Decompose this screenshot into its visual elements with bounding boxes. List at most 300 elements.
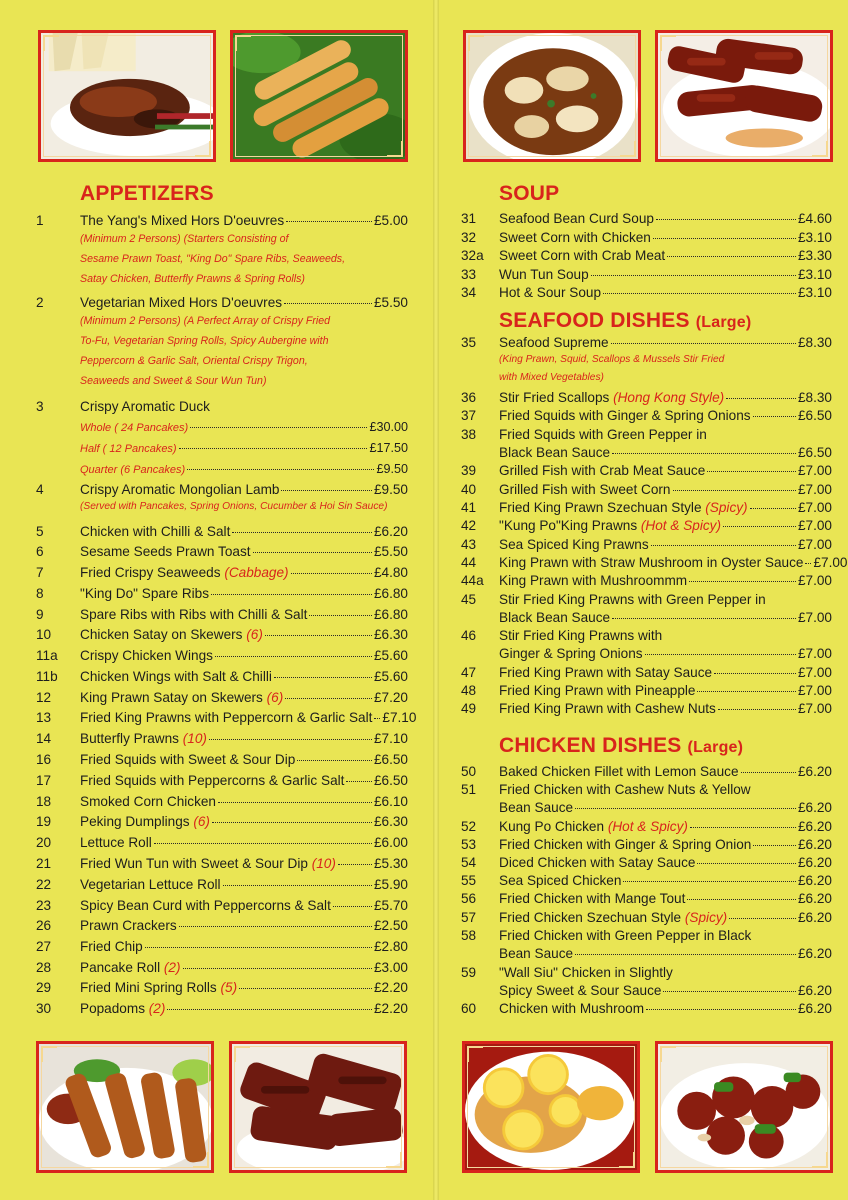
appetizers-title: APPETIZERS	[80, 182, 214, 205]
leader-dots	[753, 416, 796, 417]
item-row	[499, 335, 832, 351]
item-row	[80, 482, 408, 498]
item-number: 49	[461, 701, 477, 716]
leader-dots	[653, 238, 796, 239]
item-note: Seaweeds and Sweet & Sour Wun Tun)	[80, 375, 267, 387]
item-tag: (10)	[311, 856, 336, 871]
item-price: £6.20	[797, 855, 832, 870]
item-price: £3.30	[797, 248, 832, 263]
item-price: £7.00	[813, 555, 848, 570]
item-name: Fried Squids with Peppercorns & Garlic Salt	[80, 773, 345, 788]
item-row	[499, 518, 832, 534]
leader-dots	[265, 635, 372, 636]
item-body	[80, 939, 408, 955]
item-name: Bean Sauce	[499, 946, 574, 961]
item-price: £7.10	[373, 731, 408, 746]
item-name: "King Do" Spare Ribs	[80, 586, 210, 601]
item-number: 55	[461, 873, 477, 888]
item-row	[499, 873, 832, 889]
item-row	[80, 440, 408, 457]
item-number: 26	[36, 918, 52, 933]
item-body	[80, 773, 408, 789]
item-price: £3.10	[797, 267, 832, 282]
item-name: Fried Mini Spring Rolls (5)	[80, 980, 238, 995]
item-body	[80, 669, 408, 685]
item-name: Spicy Sweet & Sour Sauce	[499, 983, 662, 998]
item-name: Fried King Prawn with Satay Sauce	[499, 665, 713, 680]
item-number: 4	[36, 482, 44, 497]
item-price: £6.20	[797, 946, 832, 961]
leader-dots	[333, 906, 372, 907]
item-row	[80, 856, 408, 872]
item-number: 13	[36, 710, 52, 725]
item-row	[80, 731, 408, 747]
leader-dots	[179, 926, 372, 927]
item-number: 27	[36, 939, 52, 954]
item-note: with Mixed Vegetables)	[499, 372, 604, 383]
item-price: £6.20	[797, 764, 832, 779]
leader-dots	[346, 781, 372, 782]
item-number: 50	[461, 764, 477, 779]
leader-dots	[232, 532, 372, 533]
spare-ribs-photo	[655, 30, 833, 162]
item-name: Spare Ribs with Ribs with Chilli & Salt	[80, 607, 308, 622]
item-body	[499, 837, 832, 853]
item-number: 31	[461, 211, 477, 226]
item-name: Fried Chicken with Green Pepper in Black	[499, 928, 752, 943]
item-body	[80, 607, 408, 623]
item-number: 8	[36, 586, 44, 601]
item-name: Fried Chicken with Mange Tout	[499, 891, 686, 906]
item-number: 58	[461, 928, 477, 943]
item-name: Half ( 12 Pancakes)	[80, 443, 177, 455]
item-note: Peppercorn & Garlic Salt, Oriental Crispy Trigon,	[80, 355, 308, 367]
item-body	[80, 690, 408, 706]
item-number: 47	[461, 665, 477, 680]
item-row	[499, 211, 832, 227]
item-price: £7.00	[797, 482, 832, 497]
item-body	[499, 628, 832, 662]
item-name: Popadoms (2)	[80, 1001, 166, 1016]
item-number: 11b	[36, 669, 58, 684]
item-price: £2.20	[373, 1001, 408, 1016]
item-body	[499, 408, 832, 424]
item-name: Baked Chicken Fillet with Lemon Sauce	[499, 764, 739, 779]
leader-dots	[239, 988, 372, 989]
item-row	[499, 390, 832, 406]
item-body	[499, 683, 832, 699]
item-name: "Wall Siu" Chicken in Slightly	[499, 965, 673, 980]
item-row	[499, 819, 832, 835]
item-price: £4.60	[797, 211, 832, 226]
leader-dots	[673, 490, 796, 491]
item-row	[80, 960, 408, 976]
item-price: £5.50	[373, 295, 408, 310]
item-body	[499, 285, 832, 301]
item-price: £7.00	[797, 646, 832, 661]
char-siu-ribs-photo	[229, 1041, 407, 1173]
item-name: Chicken Satay on Skewers (6)	[80, 627, 263, 642]
item-name: Ginger & Spring Onions	[499, 646, 643, 661]
item-row	[499, 646, 832, 662]
item-name: Stir Fried King Prawns with	[499, 628, 663, 643]
item-price: £7.00	[797, 683, 832, 698]
leader-dots	[309, 615, 372, 616]
leader-dots	[154, 843, 372, 844]
item-name: Seafood Supreme	[499, 335, 609, 350]
item-number: 40	[461, 482, 477, 497]
item-number: 60	[461, 1001, 477, 1016]
item-number: 28	[36, 960, 52, 975]
leader-dots	[281, 490, 372, 491]
item-body	[499, 537, 832, 553]
item-body	[80, 1001, 408, 1017]
item-row	[499, 482, 832, 498]
item-row	[499, 855, 832, 871]
item-row	[80, 918, 408, 934]
item-price: £7.10	[382, 710, 417, 725]
item-name: Fried Chicken Szechuan Style (Spicy)	[499, 910, 728, 925]
item-price: £3.10	[797, 230, 832, 245]
item-price: £8.30	[797, 335, 832, 350]
item-body	[499, 427, 832, 461]
leader-dots	[611, 343, 796, 344]
item-number: 30	[36, 1001, 52, 1016]
item-price: £7.00	[797, 518, 832, 533]
item-number: 22	[36, 877, 52, 892]
item-price: £6.30	[373, 814, 408, 829]
item-body	[499, 390, 832, 406]
item-number: 19	[36, 814, 52, 829]
item-body	[499, 592, 832, 626]
leader-dots	[663, 991, 796, 992]
item-body	[80, 565, 408, 581]
wun-tun-soup-photo	[463, 30, 641, 162]
leader-dots	[187, 469, 374, 470]
item-row	[80, 794, 408, 810]
item-body	[499, 701, 832, 717]
seafood-title-size: (Large)	[695, 314, 752, 331]
item-price: £17.50	[369, 441, 408, 455]
item-tag: (6)	[246, 627, 263, 642]
item-name: Diced Chicken with Satay Sauce	[499, 855, 696, 870]
item-number: 32a	[461, 248, 484, 263]
item-name: Fried King Prawns with Peppercorn & Garlic Salt	[80, 710, 373, 725]
item-row	[80, 898, 408, 914]
seafood-title-text: SEAFOOD DISHES	[499, 309, 690, 332]
item-name: King Prawn Satay on Skewers (6)	[80, 690, 284, 705]
item-row	[499, 408, 832, 424]
leader-dots	[651, 545, 796, 546]
item-number: 41	[461, 500, 477, 515]
item-number: 9	[36, 607, 44, 622]
item-note: (Minimum 2 Persons) (A Perfect Array of Crispy Fried	[80, 315, 330, 327]
item-name: Grilled Fish with Sweet Corn	[499, 482, 671, 497]
item-row	[499, 285, 832, 301]
item-price: £6.20	[797, 910, 832, 925]
item-name: Prawn Crackers	[80, 918, 177, 933]
item-row	[499, 910, 832, 926]
leader-dots	[741, 772, 796, 773]
item-row	[80, 648, 408, 664]
leader-dots	[591, 275, 796, 276]
leader-dots	[687, 899, 796, 900]
item-number: 16	[36, 752, 52, 767]
item-price: £7.20	[373, 690, 408, 705]
item-name: Stir Fried King Prawns with Green Pepper in	[499, 592, 766, 607]
item-body	[80, 213, 408, 289]
leader-dots	[623, 881, 796, 882]
item-number: 56	[461, 891, 477, 906]
item-price: £6.30	[373, 627, 408, 642]
item-name: Fried King Prawn Szechuan Style (Spicy)	[499, 500, 748, 515]
item-number: 1	[36, 213, 44, 228]
item-row	[80, 773, 408, 789]
leader-dots	[697, 863, 796, 864]
item-number: 52	[461, 819, 477, 834]
item-name: Kung Po Chicken (Hot & Spicy)	[499, 819, 688, 834]
item-row	[80, 544, 408, 560]
item-name: The Yang's Mixed Hors D'oeuvres	[80, 213, 285, 228]
leader-dots	[575, 808, 796, 809]
leader-dots	[723, 526, 796, 527]
item-row	[499, 230, 832, 246]
leader-dots	[697, 691, 796, 692]
item-name: Crispy Aromatic Duck	[80, 399, 210, 414]
item-price: £2.20	[373, 980, 408, 995]
leader-dots	[656, 219, 796, 220]
item-price: £3.00	[373, 960, 408, 975]
item-row	[80, 835, 408, 851]
item-price: £4.80	[373, 565, 408, 580]
item-number: 2	[36, 295, 44, 310]
leader-dots	[645, 654, 796, 655]
chicken-title-size: (Large)	[687, 739, 744, 756]
soup-title: SOUP	[499, 182, 560, 205]
item-price: £5.60	[373, 648, 408, 663]
leader-dots	[603, 293, 796, 294]
leader-dots	[209, 739, 372, 740]
leader-dots	[753, 845, 796, 846]
item-number: 23	[36, 898, 52, 913]
item-body	[80, 794, 408, 810]
item-name: Lettuce Roll	[80, 835, 152, 850]
item-body	[80, 295, 408, 391]
item-row	[80, 213, 408, 229]
item-name: Sweet Corn with Chicken	[499, 230, 651, 245]
item-note: (King Prawn, Squid, Scallops & Mussels Stir Fried	[499, 354, 725, 365]
item-price: £9.50	[376, 462, 408, 476]
item-name: Fried Squids with Green Pepper in	[499, 427, 707, 442]
leader-dots	[726, 398, 796, 399]
page-fold	[433, 0, 439, 1200]
item-name: King Prawn with Mushroommm	[499, 573, 688, 588]
item-price: £6.50	[797, 408, 832, 423]
item-name: Spicy Bean Curd with Peppercorns & Salt	[80, 898, 331, 913]
item-body	[499, 555, 848, 571]
item-price: £5.90	[373, 877, 408, 892]
leader-dots	[805, 563, 811, 564]
item-price: £6.20	[797, 819, 832, 834]
item-row	[80, 461, 408, 478]
item-body	[80, 898, 408, 914]
item-price: £7.00	[797, 610, 832, 625]
item-price: £7.00	[797, 537, 832, 552]
item-body	[80, 627, 408, 643]
item-name: Fried Crispy Seaweeds (Cabbage)	[80, 565, 289, 580]
item-tag: (Hong Kong Style)	[613, 390, 725, 405]
item-price: £6.50	[373, 773, 408, 788]
item-number: 21	[36, 856, 52, 871]
item-number: 37	[461, 408, 477, 423]
item-body	[80, 399, 408, 478]
leader-dots	[218, 802, 372, 803]
item-price: £7.00	[797, 463, 832, 478]
leader-dots	[297, 760, 372, 761]
item-number: 33	[461, 267, 477, 282]
leader-dots	[707, 471, 796, 472]
item-note: Sesame Prawn Toast, "King Do" Spare Ribs, Seaweeds,	[80, 253, 346, 265]
item-price: £9.50	[373, 482, 408, 497]
item-body	[80, 856, 408, 872]
item-number: 54	[461, 855, 477, 870]
item-price: £5.70	[373, 898, 408, 913]
item-number: 18	[36, 794, 52, 809]
item-row	[80, 1001, 408, 1017]
leader-dots	[612, 618, 796, 619]
item-row	[80, 524, 408, 540]
item-number: 10	[36, 627, 52, 642]
item-name: Peking Dumplings (6)	[80, 814, 210, 829]
item-name: Stir Fried Scallops (Hong Kong Style)	[499, 390, 725, 405]
item-row	[499, 1001, 832, 1017]
item-row	[80, 586, 408, 602]
leader-dots	[338, 864, 372, 865]
item-price: £5.00	[373, 213, 408, 228]
item-number: 20	[36, 835, 52, 850]
item-note: Satay Chicken, Butterfly Prawns & Spring Rolls)	[80, 273, 305, 285]
leader-dots	[179, 448, 368, 449]
item-price: £7.00	[797, 573, 832, 588]
leader-dots	[646, 1009, 796, 1010]
item-row	[499, 555, 848, 571]
item-number: 5	[36, 524, 44, 539]
item-body	[499, 782, 832, 816]
item-price: £8.30	[797, 390, 832, 405]
spring-rolls-photo	[230, 30, 408, 162]
item-body	[499, 764, 832, 780]
item-name: Fried Squids with Ginger & Spring Onions	[499, 408, 751, 423]
item-price: £6.20	[797, 800, 832, 815]
item-row	[499, 683, 832, 699]
item-note: (Minimum 2 Persons) (Starters Consisting of	[80, 233, 289, 245]
chicken-title	[499, 734, 743, 758]
item-row	[80, 690, 408, 706]
leader-dots	[374, 718, 380, 719]
item-note: (Served with Pancakes, Spring Onions, Cucumber & Hoi Sin Sauce)	[80, 501, 388, 512]
item-body	[80, 980, 408, 996]
leader-dots	[718, 709, 796, 710]
item-number: 38	[461, 427, 477, 442]
item-row	[499, 837, 832, 853]
item-number: 14	[36, 731, 52, 746]
item-number: 17	[36, 773, 52, 788]
item-name: Wun Tun Soup	[499, 267, 589, 282]
leader-dots	[667, 256, 796, 257]
item-body	[499, 891, 832, 907]
item-price: £6.10	[373, 794, 408, 809]
item-body	[80, 877, 408, 893]
item-number: 43	[461, 537, 477, 552]
item-price: £6.20	[373, 524, 408, 539]
item-row	[80, 627, 408, 643]
item-tag: (Spicy)	[684, 910, 728, 925]
item-name: Smoked Corn Chicken	[80, 794, 216, 809]
item-row	[499, 891, 832, 907]
leader-dots	[167, 1009, 372, 1010]
item-row	[499, 267, 832, 283]
item-row	[80, 669, 408, 685]
item-tag: (6)	[193, 814, 210, 829]
lemon-chicken-photo	[462, 1041, 640, 1173]
item-body	[499, 518, 832, 534]
item-body	[80, 710, 417, 726]
item-row	[499, 500, 832, 516]
item-row	[80, 710, 417, 726]
leader-dots	[211, 594, 372, 595]
item-name: Quarter (6 Pancakes)	[80, 464, 186, 476]
item-name: Sea Spiced Chicken	[499, 873, 622, 888]
item-price: £5.50	[373, 544, 408, 559]
item-price: £7.00	[797, 500, 832, 515]
item-row	[499, 445, 832, 461]
item-body	[499, 211, 832, 227]
item-body	[499, 482, 832, 498]
item-price: £3.10	[797, 285, 832, 300]
item-name: Vegetarian Lettuce Roll	[80, 877, 221, 892]
item-name: King Prawn with Straw Mushroom in Oyster Sauce	[499, 555, 804, 570]
item-body	[499, 965, 832, 999]
item-body	[80, 648, 408, 664]
leader-dots	[291, 573, 372, 574]
item-body	[499, 573, 832, 589]
item-row	[499, 665, 832, 681]
chilli-chicken-photo	[655, 1041, 833, 1173]
item-body	[80, 835, 408, 851]
item-name: Crispy Aromatic Mongolian Lamb	[80, 482, 280, 497]
item-body	[499, 1001, 832, 1017]
item-body	[80, 544, 408, 560]
item-name: Fried Squids with Sweet & Sour Dip	[80, 752, 296, 767]
item-row	[499, 764, 832, 780]
item-name: Black Bean Sauce	[499, 445, 611, 460]
item-name: Fried King Prawn with Cashew Nuts	[499, 701, 716, 716]
item-note: To-Fu, Vegetarian Spring Rolls, Spicy Aubergine with	[80, 335, 329, 347]
item-row	[80, 939, 408, 955]
leader-dots	[212, 822, 372, 823]
leader-dots	[689, 581, 796, 582]
item-name: Sweet Corn with Crab Meat	[499, 248, 666, 263]
roast-duck-photo	[38, 30, 216, 162]
item-body	[499, 248, 832, 264]
item-price: £6.20	[797, 873, 832, 888]
item-name: Crispy Chicken Wings	[80, 648, 213, 663]
item-price: £6.20	[797, 837, 832, 852]
leader-dots	[215, 656, 372, 657]
item-body	[499, 928, 832, 962]
item-tag: (2)	[148, 1001, 166, 1016]
item-row	[499, 463, 832, 479]
